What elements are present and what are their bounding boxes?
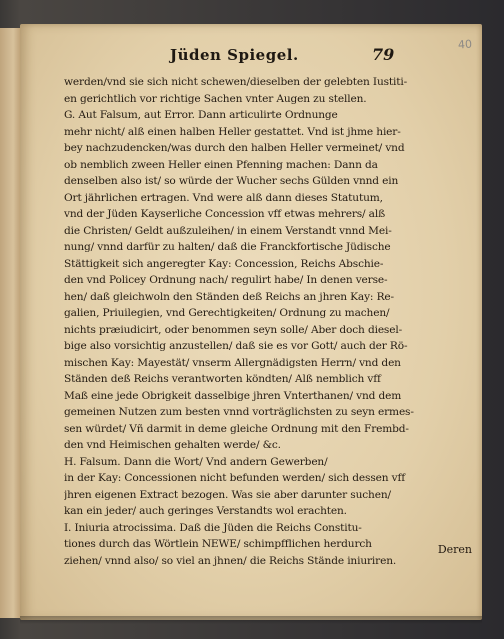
text-line: denselben also ist/ so würde der Wucher sechs Gülden vnnd ein [64, 175, 399, 187]
text-line: jhren eigenen Extract bezogen. Was sie aber darunter suchen/ [64, 488, 391, 501]
text-line: vnd der Jüden Kayserliche Concession vff etwas mehrers/ alß [64, 208, 385, 220]
text-line: mischen Kay: Mayestät/ vnserm Allergnädigsten Herrn/ vnd den [64, 356, 401, 369]
text-line: Ständen deß Reichs verantworten köndten/ Alß nemblich vff [64, 373, 381, 385]
text-line: bey nachzudencken/was durch den halben Heller vermeinet/ vnd [64, 142, 405, 154]
text-line: die Christen/ Geldt außzuleihen/ in einem Verstandt vnnd Mei- [64, 224, 392, 237]
text-line: ob nemblich zween Heller einen Pfenning machen: Dann da [64, 158, 378, 171]
text-line: den vnd Policey Ordnung nach/ regulirt habe/ In denen verse- [64, 274, 388, 286]
text-line: sen würdet/ Vñ darmit in deme gleiche Ordnung mit den Frembd- [64, 422, 409, 435]
text-line: kan ein jeder/ auch geringes Verstandts wol erachten. [64, 505, 347, 517]
text-line: ziehen/ vnnd also/ so viel an jhnen/ die Reichs Stände iniuriren. [64, 554, 397, 567]
text-line: gemeinen Nutzen zum besten vnnd vorträglichsten zu seyn ermes- [64, 406, 414, 418]
page-number: 79 [372, 45, 395, 64]
text-line: mehr nicht/ alß einen halben Heller gestattet. Vnd ist jhme hier- [64, 125, 401, 138]
text-line: in der Kay: Concessionen nicht befunden werden/ sich dessen vff [64, 472, 406, 484]
text-line: bige also vorsichtig anzustellen/ daß sie es vor Gott/ auch der Rö- [64, 340, 408, 352]
text-line: werden/vnd sie sich nicht schewen/dieselben der gelebten Iustiti- [64, 76, 408, 88]
text-line: galien, Priuilegien, vnd Gerechtigkeiten/ Ordnung zu machen/ [64, 307, 390, 319]
text-line: I. Iniuria atrocissima. Daß die Jüden die Reichs Constitu- [64, 521, 362, 534]
text-line: Ort jährlichen ertragen. Vnd were alß dann dieses Statutum, [64, 191, 383, 204]
text-line: en gerichtlich vor richtige Sachen vnter Augen zu stellen. [64, 92, 367, 105]
page-shadow [20, 616, 482, 624]
book-page [20, 24, 482, 620]
body-text [64, 74, 476, 569]
text-line: Maß eine jede Obrigkeit dasselbige jhren Vnterthanen/ vnd dem [64, 389, 402, 402]
text-line: nung/ vnnd darfür zu halten/ daß die Franckfortische Jüdische [64, 241, 391, 253]
text-line: H. Falsum. Dann die Wort/ Vnd andern Gewerben/ [64, 455, 328, 468]
text-line: tiones durch das Wörtlein NEWE/ schimpfflichen herdurch [64, 538, 372, 550]
catchword: Deren [437, 543, 472, 556]
text-line: den vnd Heimischen gehalten werde/ &c. [64, 439, 281, 451]
text-line: G. Aut Falsum, aut Error. Dann articulirte Ordnunge [64, 109, 338, 121]
text-line: Stättigkeit sich angeregter Kay: Concession, Reichs Abschie- [64, 257, 384, 270]
pencil-annotation: 40 [457, 37, 473, 52]
text-line: hen/ daß gleichwoln den Ständen deß Reichs an jhren Kay: Re- [64, 290, 394, 303]
running-head: Jüden Spiegel. [170, 46, 299, 64]
text-line: nichts præiudicirt, oder benommen seyn solle/ Aber doch diesel- [64, 323, 403, 336]
